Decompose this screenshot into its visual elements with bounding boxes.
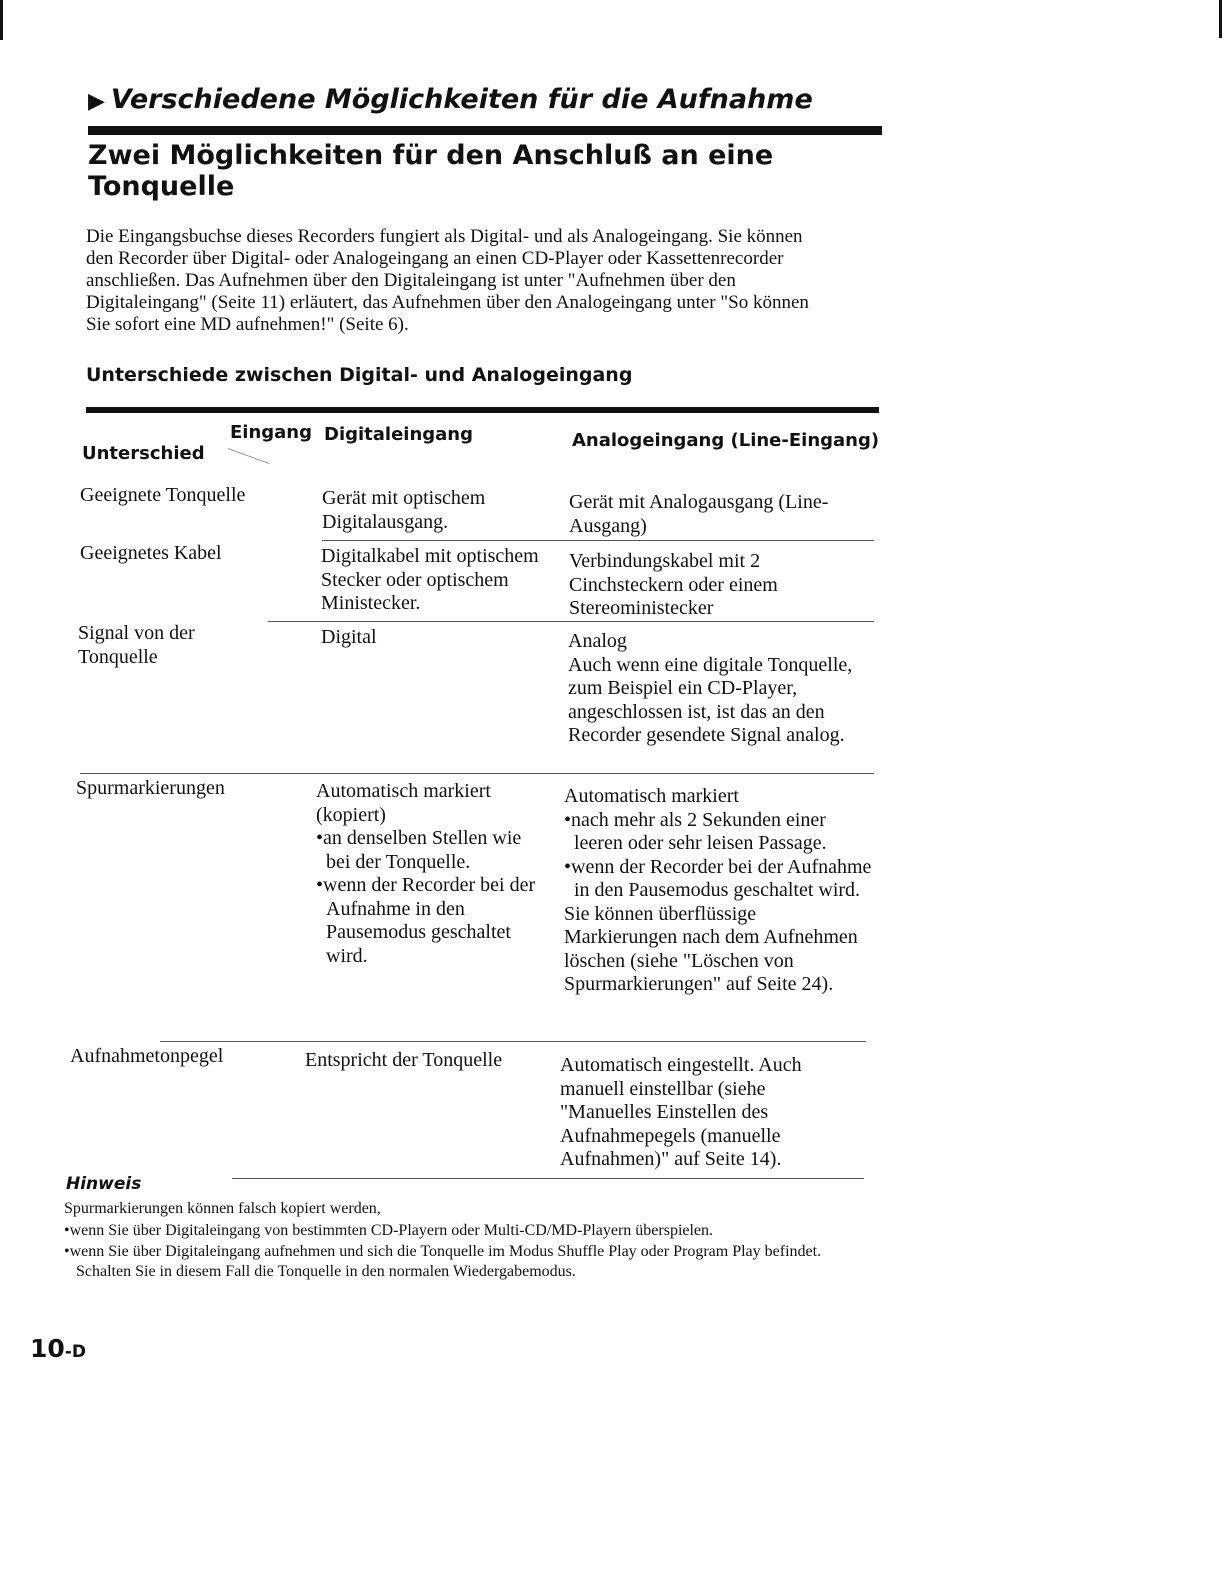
analog-marking-bullet: •nach mehr als 2 Sekunden einer leeren oder sehr leisen Passage. [564, 808, 827, 854]
digital-marking-bullet: •wenn der Recorder bei der Aufnahme in den Pausemodus geschaltet wird. [316, 874, 536, 967]
row-divider [160, 1041, 866, 1042]
cell-digital-signal: Digital [321, 626, 377, 648]
hint-bullet: •wenn Sie über Digitaleingang aufnehmen und sich die Tonquelle im Modus Shuffle Play oder Program Play befindet. Schalten Sie in diesem Fall die Tonquelle in den normalen Wiedergabemodus. [64, 1243, 822, 1280]
row-divider [322, 540, 874, 541]
table-bottom-rule [232, 1178, 864, 1179]
column-header-analog: Analogeingang (Line-Eingang) [572, 430, 880, 451]
digital-marking-lead: Automatisch markiert (kopiert) [316, 780, 491, 826]
page-number-suffix: -D [64, 1342, 86, 1362]
intro-paragraph: Die Eingangsbuchse dieses Recorders fungiert als Digital- und als Analogeingang. Sie können den Recorder über Digital- oder Analogeingang an einen CD-Player oder Kassettenrecorder anschließen. Das Aufnehmen über den Digitaleingang ist unter "Aufnehmen über den Digitaleingang" (Seite 11) erläutert, das Aufnehmen über den Analogeingang unter "So können Sie sofort eine MD aufnehmen!" (Seite 6). [86, 226, 809, 335]
cell-analog-spurmarkierungen [564, 785, 874, 997]
analog-marking-bullet: •wenn der Recorder bei der Aufnahme in den Pausemodus geschaltet wird. [564, 855, 872, 901]
cell-analog-kabel: Verbindungskabel mit 2 Cinchsteckern oder einem Stereoministecker [569, 550, 778, 619]
section-heading [88, 84, 908, 115]
page-number [30, 1334, 86, 1363]
hint-bullet: •wenn Sie über Digitaleingang von bestimmten CD-Playern oder Multi-CD/MD-Playern überspielen. [64, 1221, 714, 1239]
analog-marking-lead: Automatisch markiert [564, 785, 739, 807]
cell-digital-spurmarkierungen [316, 780, 544, 968]
row-label-kabel: Geeignetes Kabel [80, 542, 222, 564]
cell-analog-tonquelle: Gerät mit Analogausgang (Line-Ausgang) [569, 491, 829, 537]
cell-analog-aufnahmetonpegel: Automatisch eingestellt. Auch manuell einstellbar (siehe "Manuelles Einstellen des Aufnahmepegels (manuelle Aufnahmen)" auf Seite 14). [560, 1054, 802, 1170]
table-subheading: Unterschiede zwischen Digital- und Analogeingang [86, 364, 633, 386]
analog-marking-note: Sie können überflüssige Markierungen nach dem Aufnehmen löschen (siehe "Löschen von Spurmarkierungen" auf Seite 24). [564, 902, 858, 995]
row-divider [268, 621, 874, 622]
cell-digital-kabel: Digitalkabel mit optischem Stecker oder optischem Ministecker. [321, 545, 539, 614]
page-number-value: 10 [30, 1334, 65, 1363]
table-top-rule [86, 407, 879, 413]
hint-lead: Spurmarkierungen können falsch kopiert werden, [64, 1200, 381, 1217]
corner-header-eingang: Eingang [230, 422, 313, 443]
section-rule [88, 126, 882, 135]
cell-analog-signal-value: Analog [568, 630, 627, 652]
page-title: Zwei Möglichkeiten für den Anschluß an eine Tonquelle [88, 140, 774, 202]
row-label-tonquelle: Geeignete Tonquelle [80, 484, 246, 506]
cell-digital-tonquelle: Gerät mit optischem Digitalausgang. [322, 487, 486, 533]
hint-body [64, 1199, 854, 1281]
corner-diagonal-line [228, 448, 270, 464]
triangle-marker-icon: ▶ [88, 89, 105, 114]
row-label-spurmarkierungen: Spurmarkierungen [76, 777, 225, 799]
row-label-signal: Signal von der Tonquelle [78, 622, 195, 668]
cell-analog-signal-note: Auch wenn eine digitale Tonquelle, zum Beispiel ein CD-Player, angeschlossen ist, ist das an den Recorder gesendete Signal analog. [568, 653, 853, 746]
corner-header-unterschied: Unterschied [82, 443, 205, 464]
hint-title: Hinweis [66, 1174, 142, 1194]
cell-digital-aufnahmetonpegel: Entspricht der Tonquelle [305, 1049, 503, 1071]
section-heading-text: Verschiedene Möglichkeiten für die Aufnahme [110, 84, 813, 115]
row-label-aufnahmetonpegel: Aufnahmetonpegel [70, 1045, 224, 1067]
digital-marking-bullet: •an denselben Stellen wie bei der Tonquelle. [316, 827, 522, 873]
scan-edge-mark-left [0, 0, 3, 40]
row-divider [80, 773, 874, 774]
scan-edge-mark-right [1219, 0, 1222, 38]
cell-analog-signal [568, 630, 868, 748]
column-header-digital: Digitaleingang [324, 424, 474, 445]
